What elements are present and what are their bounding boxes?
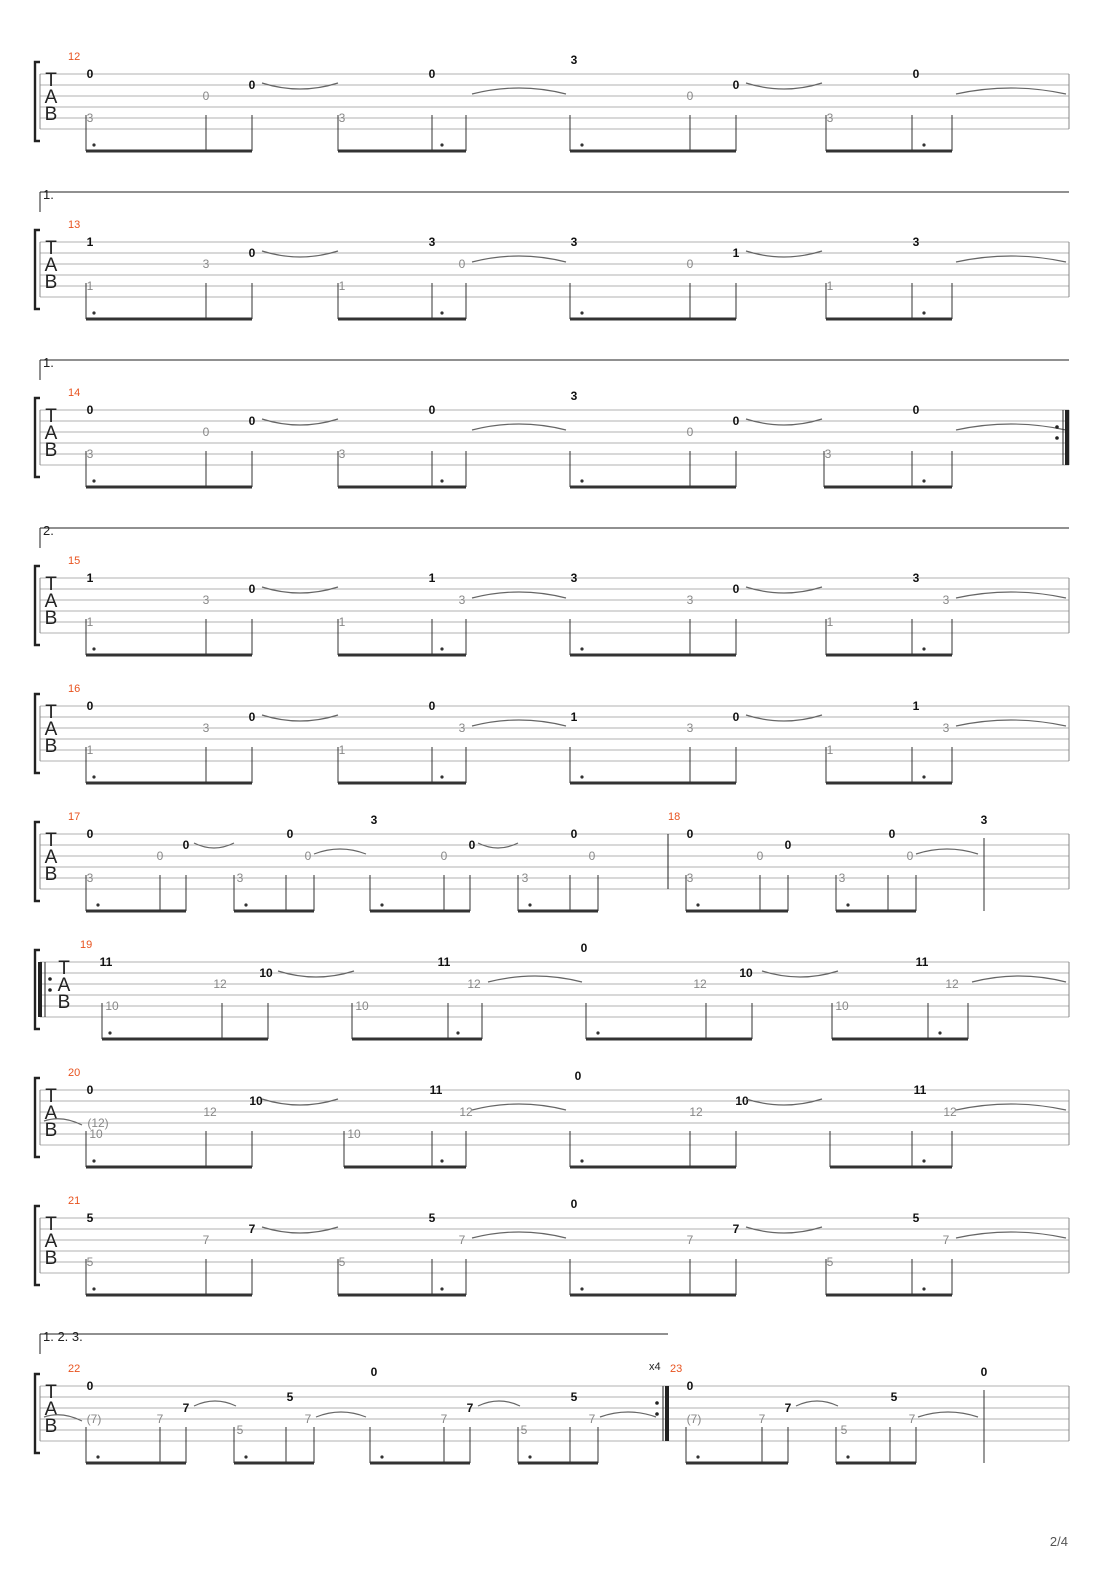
tie	[956, 1104, 1066, 1110]
tie	[956, 256, 1066, 262]
volta-label: 2.	[43, 523, 54, 538]
fret-number: 0	[906, 849, 914, 863]
fret-number: 3	[686, 593, 694, 607]
fret-number: 7	[248, 1222, 256, 1236]
measure-number: 22	[68, 1363, 81, 1375]
clef-letter-a: A	[44, 423, 58, 444]
bass-fret: 10	[89, 1127, 103, 1141]
dot	[244, 1455, 247, 1458]
dot	[108, 1031, 111, 1034]
clef-letter-a: A	[57, 975, 71, 996]
measure-number: 14	[68, 387, 81, 399]
fret-number: 5	[428, 1211, 436, 1225]
clef-letter-t: T	[45, 70, 57, 91]
fret-number: 3	[428, 235, 436, 249]
bass-fret: 10	[355, 999, 369, 1013]
tie	[478, 1401, 520, 1406]
dot	[580, 775, 583, 778]
fret-number: 12	[689, 1105, 703, 1119]
clef-letter-b: B	[44, 608, 58, 629]
dot	[440, 1287, 443, 1290]
dot	[440, 1159, 443, 1162]
tie	[472, 1232, 566, 1238]
fret-number: 1	[86, 571, 94, 585]
fret-number: 3	[570, 389, 578, 403]
fret-number: 0	[912, 403, 920, 417]
bass-fret: 1	[338, 279, 346, 293]
clef-letter-a: A	[44, 847, 58, 868]
tab-staff	[35, 822, 1069, 901]
dot	[596, 1031, 599, 1034]
fret-number: 7	[440, 1412, 448, 1426]
tie	[796, 1401, 838, 1406]
fret-number: 3	[570, 235, 578, 249]
bass-fret: 1	[86, 615, 94, 629]
dot	[922, 647, 925, 650]
clef-letter-t: T	[45, 702, 57, 723]
fret-number: 5	[86, 1211, 94, 1225]
fret-number: 3	[570, 53, 578, 67]
bass-fret: 1	[86, 743, 94, 757]
system-bracket	[35, 398, 40, 477]
fret-number: 0	[86, 827, 94, 841]
dot	[380, 903, 383, 906]
clef-letter-a: A	[44, 719, 58, 740]
fret-number: 3	[370, 813, 378, 827]
dot	[440, 479, 443, 482]
tie	[472, 1104, 566, 1110]
tie	[316, 1412, 366, 1417]
dot	[696, 903, 699, 906]
fret-number: 12	[943, 1105, 957, 1119]
fret-number: 0	[888, 827, 896, 841]
bass-fret: 3	[86, 111, 94, 125]
fret-number: 3	[202, 721, 210, 735]
repeat-thick-bar	[665, 1386, 669, 1441]
tie	[472, 88, 566, 94]
dot	[922, 311, 925, 314]
fret-number: 0	[86, 1083, 94, 1097]
dot	[380, 1455, 383, 1458]
bass-fret: 10	[105, 999, 119, 1013]
dot	[92, 775, 95, 778]
bass-fret: 10	[347, 1127, 361, 1141]
tie	[956, 720, 1066, 726]
fret-number: 3	[980, 813, 988, 827]
fret-number: 0	[580, 941, 588, 955]
tie	[262, 1227, 338, 1233]
clef-letter-a: A	[44, 591, 58, 612]
clef-letter-b: B	[57, 992, 71, 1013]
tie	[472, 720, 566, 726]
fret-number: 11	[915, 955, 929, 969]
repeat-thick-bar	[1065, 410, 1069, 465]
fret-number: 0	[248, 246, 256, 260]
bass-fret: 5	[826, 1255, 834, 1269]
bass-fret: 5	[338, 1255, 346, 1269]
bass-fret: 1	[86, 279, 94, 293]
fret-number: 0	[428, 403, 436, 417]
fret-number: 11	[99, 955, 113, 969]
clef-letter-a: A	[44, 1103, 58, 1124]
measure-number: 16	[68, 683, 81, 695]
fret-number: 0	[286, 827, 294, 841]
tie	[262, 83, 338, 89]
fret-number: 7	[942, 1233, 950, 1247]
fret-number: 0	[570, 827, 578, 841]
fret-number: 0	[686, 89, 694, 103]
system-bracket	[35, 694, 40, 773]
dot	[922, 775, 925, 778]
bass-fret: 5	[840, 1423, 848, 1437]
fret-number: 7	[784, 1401, 792, 1415]
tie	[746, 83, 822, 89]
fret-number: 0	[784, 838, 792, 852]
fret-number: 5	[912, 1211, 920, 1225]
fret-number: 3	[942, 721, 950, 735]
fret-number: (7)	[686, 1412, 702, 1426]
dot	[440, 143, 443, 146]
fret-number: 0	[202, 89, 210, 103]
dot	[580, 311, 583, 314]
fret-number: 5	[286, 1390, 294, 1404]
fret-number: 0	[440, 849, 448, 863]
dot	[580, 479, 583, 482]
fret-number: 0	[912, 67, 920, 81]
dot	[96, 903, 99, 906]
clef-letter-b: B	[44, 1416, 58, 1437]
tie	[746, 1227, 822, 1233]
fret-number: 7	[588, 1412, 596, 1426]
fret-number: 3	[570, 571, 578, 585]
bass-fret: 3	[824, 447, 832, 461]
dot	[456, 1031, 459, 1034]
volta-label: 1. 2. 3.	[43, 1329, 83, 1344]
clef-letter-a: A	[44, 1231, 58, 1252]
fret-number: 11	[913, 1083, 927, 1097]
fret-number: 0	[304, 849, 312, 863]
measure-number: 12	[68, 51, 81, 63]
fret-number: 0	[458, 257, 466, 271]
clef-letter-b: B	[44, 1120, 58, 1141]
measure-number: 19	[80, 939, 93, 951]
tie	[600, 1412, 656, 1417]
bass-fret: 3	[86, 871, 94, 885]
fret-number: 0	[248, 414, 256, 428]
fret-number: 0	[574, 1069, 582, 1083]
fret-number: 0	[732, 710, 740, 724]
bass-fret: 10	[835, 999, 849, 1013]
fret-number: 1	[912, 699, 920, 713]
fret-number: 10	[249, 1094, 263, 1108]
measure-number: 17	[68, 811, 81, 823]
fret-number: 7	[908, 1412, 916, 1426]
fret-number: (7)	[86, 1412, 102, 1426]
fret-number: 7	[732, 1222, 740, 1236]
fret-number: 0	[686, 827, 694, 841]
dot	[938, 1031, 941, 1034]
clef-letter-t: T	[45, 406, 57, 427]
clef-letter-a: A	[44, 1399, 58, 1420]
clef-letter-t: T	[45, 830, 57, 851]
fret-number: 0	[980, 1365, 988, 1379]
clef-letter-t: T	[45, 574, 57, 595]
tie	[956, 88, 1066, 94]
fret-number: 0	[370, 1365, 378, 1379]
repeat-dot	[655, 1412, 659, 1416]
clef-letter-a: A	[44, 87, 58, 108]
dot	[846, 1455, 849, 1458]
tie	[762, 971, 838, 977]
fret-number: 0	[86, 699, 94, 713]
fret-number: 0	[428, 67, 436, 81]
fret-number: 12	[467, 977, 481, 991]
dot	[96, 1455, 99, 1458]
dot	[922, 1287, 925, 1290]
fret-number: 0	[732, 582, 740, 596]
repeat-dot	[1055, 425, 1059, 429]
volta-label: 1.	[43, 187, 54, 202]
fret-number: 1	[732, 246, 740, 260]
clef-letter-t: T	[45, 238, 57, 259]
clef-letter-b: B	[44, 1248, 58, 1269]
fret-number: 7	[758, 1412, 766, 1426]
bass-fret: 1	[338, 615, 346, 629]
tie	[746, 251, 822, 257]
dot	[92, 479, 95, 482]
dot	[92, 1159, 95, 1162]
fret-number: 3	[458, 593, 466, 607]
system-bracket	[35, 822, 40, 901]
tie	[472, 256, 566, 262]
system-bracket	[35, 1078, 40, 1157]
dot	[580, 1287, 583, 1290]
fret-number: 12	[203, 1105, 217, 1119]
clef-letter-t: T	[45, 1382, 57, 1403]
fret-number: 3	[912, 235, 920, 249]
fret-number: 10	[739, 966, 753, 980]
dot	[580, 143, 583, 146]
fret-number: 10	[259, 966, 273, 980]
fret-number: 7	[466, 1401, 474, 1415]
bass-fret: 3	[86, 447, 94, 461]
measure-number: 20	[68, 1067, 81, 1079]
system-bracket	[35, 230, 40, 309]
clef-letter-t: T	[58, 958, 70, 979]
clef-letter-b: B	[44, 864, 58, 885]
fret-number: 11	[437, 955, 451, 969]
fret-number: 0	[686, 1379, 694, 1393]
tie	[472, 592, 566, 598]
fret-number: 0	[248, 710, 256, 724]
fret-number: 0	[182, 838, 190, 852]
bass-fret: 3	[826, 111, 834, 125]
dot	[440, 647, 443, 650]
dot	[922, 479, 925, 482]
dot	[696, 1455, 699, 1458]
fret-number: 0	[468, 838, 476, 852]
dot	[440, 775, 443, 778]
tie	[746, 1099, 822, 1105]
tie	[262, 715, 338, 721]
bass-fret: 5	[520, 1423, 528, 1437]
tie	[262, 1099, 338, 1105]
tie	[314, 849, 366, 854]
clef-letter-b: B	[44, 104, 58, 125]
fret-number: 7	[458, 1233, 466, 1247]
bass-fret: 1	[826, 743, 834, 757]
fret-number: (12)	[87, 1116, 109, 1130]
bass-fret: 1	[826, 615, 834, 629]
fret-number: 1	[428, 571, 436, 585]
tie	[916, 849, 978, 854]
tie	[956, 1232, 1066, 1238]
dot	[92, 143, 95, 146]
measure-number: 18	[668, 811, 681, 823]
tie	[956, 424, 1066, 430]
fret-number: 0	[156, 849, 164, 863]
fret-number: 0	[202, 425, 210, 439]
bass-fret: 3	[686, 871, 694, 885]
fret-number: 1	[570, 710, 578, 724]
fret-number: 0	[588, 849, 596, 863]
repeat-dot	[48, 988, 52, 992]
fret-number: 3	[912, 571, 920, 585]
dot	[922, 143, 925, 146]
bass-fret: 3	[338, 111, 346, 125]
tie	[262, 419, 338, 425]
fret-number: 0	[732, 78, 740, 92]
measure-number: 13	[68, 219, 81, 231]
fret-number: 12	[945, 977, 959, 991]
tie	[194, 1401, 236, 1406]
dot	[92, 311, 95, 314]
tab-staff	[35, 950, 1069, 1029]
measure-number: 15	[68, 555, 81, 567]
dot	[244, 903, 247, 906]
tie	[472, 424, 566, 430]
tie	[746, 587, 822, 593]
volta-label: 1.	[43, 355, 54, 370]
fret-number: 3	[458, 721, 466, 735]
fret-number: 7	[304, 1412, 312, 1426]
clef-letter-t: T	[45, 1086, 57, 1107]
tie	[972, 976, 1066, 982]
tie	[746, 419, 822, 425]
dot	[922, 1159, 925, 1162]
bass-fret: 3	[338, 447, 346, 461]
fret-number: 10	[735, 1094, 749, 1108]
clef-letter-b: B	[44, 440, 58, 461]
fret-number: 0	[570, 1197, 578, 1211]
clef-letter-b: B	[44, 736, 58, 757]
fret-number: 0	[686, 425, 694, 439]
clef-letter-a: A	[44, 255, 58, 276]
repeat-dot	[655, 1401, 659, 1405]
clef-letter-b: B	[44, 272, 58, 293]
repeat-start-thick-bar	[38, 962, 42, 1017]
fret-number: 0	[756, 849, 764, 863]
measure-number: 21	[68, 1195, 81, 1207]
fret-number: 7	[182, 1401, 190, 1415]
tie	[262, 587, 338, 593]
bass-fret: 5	[236, 1423, 244, 1437]
fret-number: 12	[459, 1105, 473, 1119]
fret-number: 0	[428, 699, 436, 713]
bass-fret: 3	[236, 871, 244, 885]
fret-number: 11	[429, 1083, 443, 1097]
fret-number: 3	[686, 721, 694, 735]
tie	[918, 1412, 978, 1417]
tie	[956, 592, 1066, 598]
measure-number: 23	[670, 1363, 683, 1375]
fret-number: 0	[248, 582, 256, 596]
bass-fret: 1	[338, 743, 346, 757]
system-bracket	[35, 1206, 40, 1285]
repeat-count: x4	[649, 1361, 661, 1373]
fret-number: 0	[732, 414, 740, 428]
dot	[92, 647, 95, 650]
fret-number: 12	[213, 977, 227, 991]
system-bracket	[35, 1374, 40, 1453]
bass-fret: 3	[521, 871, 529, 885]
dot	[440, 311, 443, 314]
fret-number: 7	[686, 1233, 694, 1247]
clef-letter-t: T	[45, 1214, 57, 1235]
page-number: 2/4	[1049, 1534, 1068, 1549]
dot	[580, 647, 583, 650]
fret-number: 3	[202, 257, 210, 271]
dot	[846, 903, 849, 906]
fret-number: 0	[686, 257, 694, 271]
dot	[528, 903, 531, 906]
fret-number: 5	[890, 1390, 898, 1404]
dot	[528, 1455, 531, 1458]
bass-fret: 1	[826, 279, 834, 293]
fret-number: 0	[248, 78, 256, 92]
fret-number: 0	[86, 67, 94, 81]
bass-fret: 5	[86, 1255, 94, 1269]
system-bracket	[35, 62, 40, 141]
tie	[278, 971, 354, 977]
dot	[580, 1159, 583, 1162]
fret-number: 5	[570, 1390, 578, 1404]
system-bracket	[35, 566, 40, 645]
bass-fret: 3	[838, 871, 846, 885]
repeat-dot	[48, 977, 52, 981]
tie	[746, 715, 822, 721]
fret-number: 0	[86, 403, 94, 417]
tie	[488, 976, 582, 982]
fret-number: 7	[156, 1412, 164, 1426]
fret-number: 3	[942, 593, 950, 607]
fret-number: 12	[693, 977, 707, 991]
dot	[92, 1287, 95, 1290]
fret-number: 3	[202, 593, 210, 607]
repeat-dot	[1055, 436, 1059, 440]
fret-number: 7	[202, 1233, 210, 1247]
fret-number: 1	[86, 235, 94, 249]
fret-number: 0	[86, 1379, 94, 1393]
tie	[262, 251, 338, 257]
